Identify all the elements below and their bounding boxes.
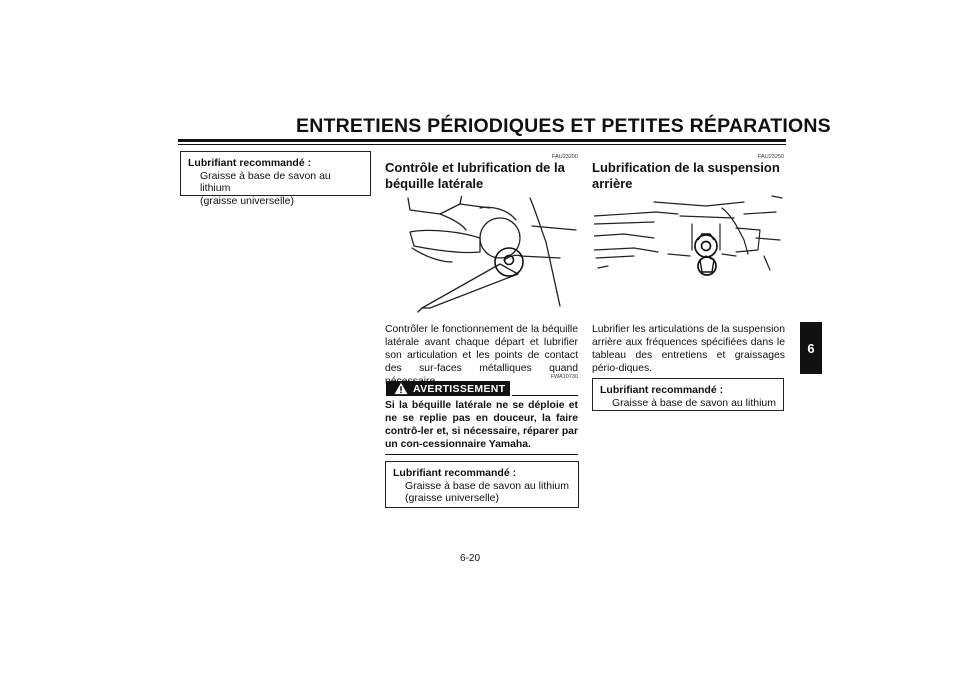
chapter-tab[interactable]: 6 (800, 322, 822, 374)
lubricant-box-sidestand (385, 461, 579, 508)
lubricant-value-line1: Graisse à base de savon au lithium (405, 479, 570, 492)
rear-suspension-illustration (594, 194, 784, 320)
sidestand-illustration (400, 196, 580, 316)
lubricant-box-left (180, 151, 371, 207)
sidestand-heading (385, 160, 585, 192)
header-rule-thin (178, 144, 786, 145)
lubricant-value-line1: Graisse à base de savon au lithium (612, 396, 777, 409)
lubricant-box-suspension (592, 378, 784, 411)
header-rule-thick (178, 139, 786, 142)
page-title: ENTRETIENS PÉRIODIQUES ET PETITES RÉPARATIONS (296, 115, 831, 137)
suspension-heading-line1: Lubrification de la suspension (592, 160, 780, 175)
warning-bottom-rule (385, 454, 578, 455)
sidestand-heading-line1: Contrôle et lubrification de la (385, 160, 565, 175)
suspension-heading (592, 160, 792, 192)
sidestand-body: Contrôler le fonctionnement de la béquille latérale avant chaque départ et lubrifier son articulation et les points de contact des sur-faces métalliques quand (385, 324, 578, 374)
warning-text: Si la béquille latérale ne se déploie et ne se replie pas en douceur, la faire contrô-ler et, si nécessaire, réparer par un con-cessionnaire Yamaha. (385, 400, 578, 450)
warning-label: AVERTISSEMENT (413, 382, 506, 395)
lubricant-label: Lubrifiant recommandé : (393, 467, 517, 479)
suspension-heading-line2: arrière (592, 176, 633, 191)
lubricant-value-line2: (graisse universelle) (200, 194, 294, 207)
section-code-suspension: FAU23250 (758, 154, 784, 160)
sidestand-heading-line2: béquille latérale (385, 176, 484, 191)
pivot-callout-circle (495, 248, 523, 276)
warning-badge (386, 381, 510, 396)
suspension-body: Lubrifier les articulations de la suspension arrière aux fréquences spécifiées dans le tableau des entretiens et graissages pério-diques. (592, 324, 785, 374)
warning-triangle-icon (393, 382, 409, 395)
lubricant-label: Lubrifiant recommandé : (188, 157, 312, 169)
warning-top-rule (512, 395, 578, 396)
warning-code: FWA10730 (550, 374, 578, 380)
lubricant-value-line2: (graisse universelle) (405, 492, 499, 504)
page-number: 6-20 (460, 553, 481, 564)
lubricant-label: Lubrifiant recommandé : (600, 384, 724, 396)
lubricant-value-line1: Graisse à base de savon au lithium (200, 169, 331, 194)
section-code-sidestand: FAU23200 (552, 154, 578, 160)
